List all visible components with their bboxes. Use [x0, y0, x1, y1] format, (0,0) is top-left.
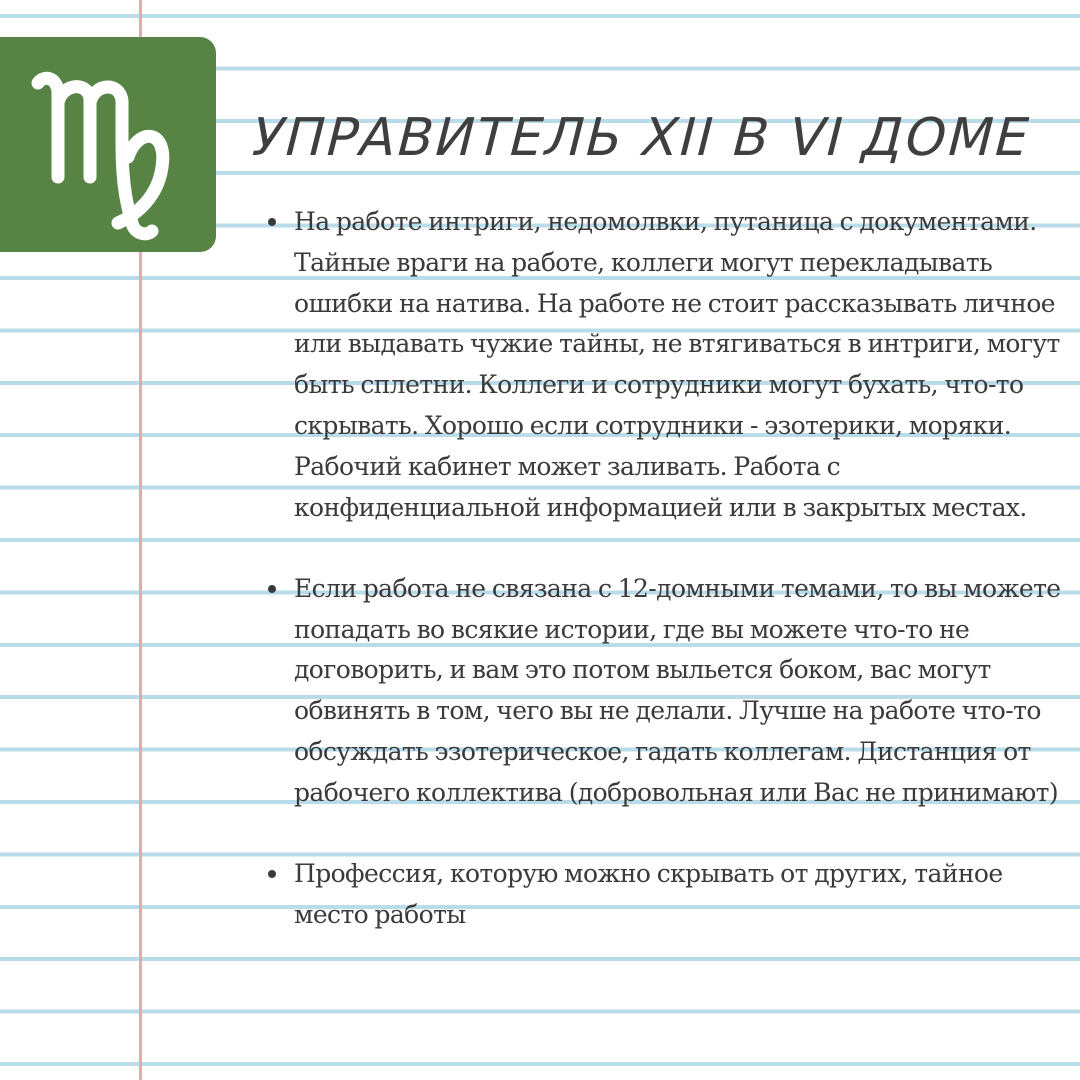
list-item	[294, 854, 1080, 936]
list-item-text: На работе интриги, недомолвки, путаница с документами. Тайные враги на работе, коллеги могут перекладывать ошибки на натива. На работе не стоит рассказывать личное или выдавать чужие тайны, не втягиваться в интриги, могут быть сплетни. Коллеги и сотрудники могут бухать, что-то скрывать. Хорошо если сотрудники - эзотерики, моряки. Рабочий кабинет может заливать. Работа с конфиденциальной информацией или в закрытых местах.	[294, 207, 1060, 522]
page-title: УПРАВИТЕЛЬ XII В VI ДОМЕ	[244, 108, 1038, 168]
virgo-icon	[0, 37, 216, 252]
bullet-icon	[268, 870, 276, 878]
zodiac-sign-badge	[0, 37, 216, 252]
bullet-list	[294, 202, 1080, 976]
bullet-icon	[268, 218, 276, 226]
list-item-text: Профессия, которую можно скрывать от других, тайное место работы	[294, 859, 1003, 929]
list-item	[294, 202, 1080, 528]
bullet-icon	[268, 585, 276, 593]
list-item	[294, 569, 1080, 814]
list-item-text: Если работа не связана с 12-домными темами, то вы можете попадать во всякие истории, где вы можете что-то не договорить, и вам это потом выльется боком, вас могут обвинять в том, чего вы не делали. Лучше на работе что-то обсуждать эзотерическое, гадать коллегам. Дистанция от рабочего коллектива (добровольная или Вас не принимают)	[294, 573, 1061, 807]
